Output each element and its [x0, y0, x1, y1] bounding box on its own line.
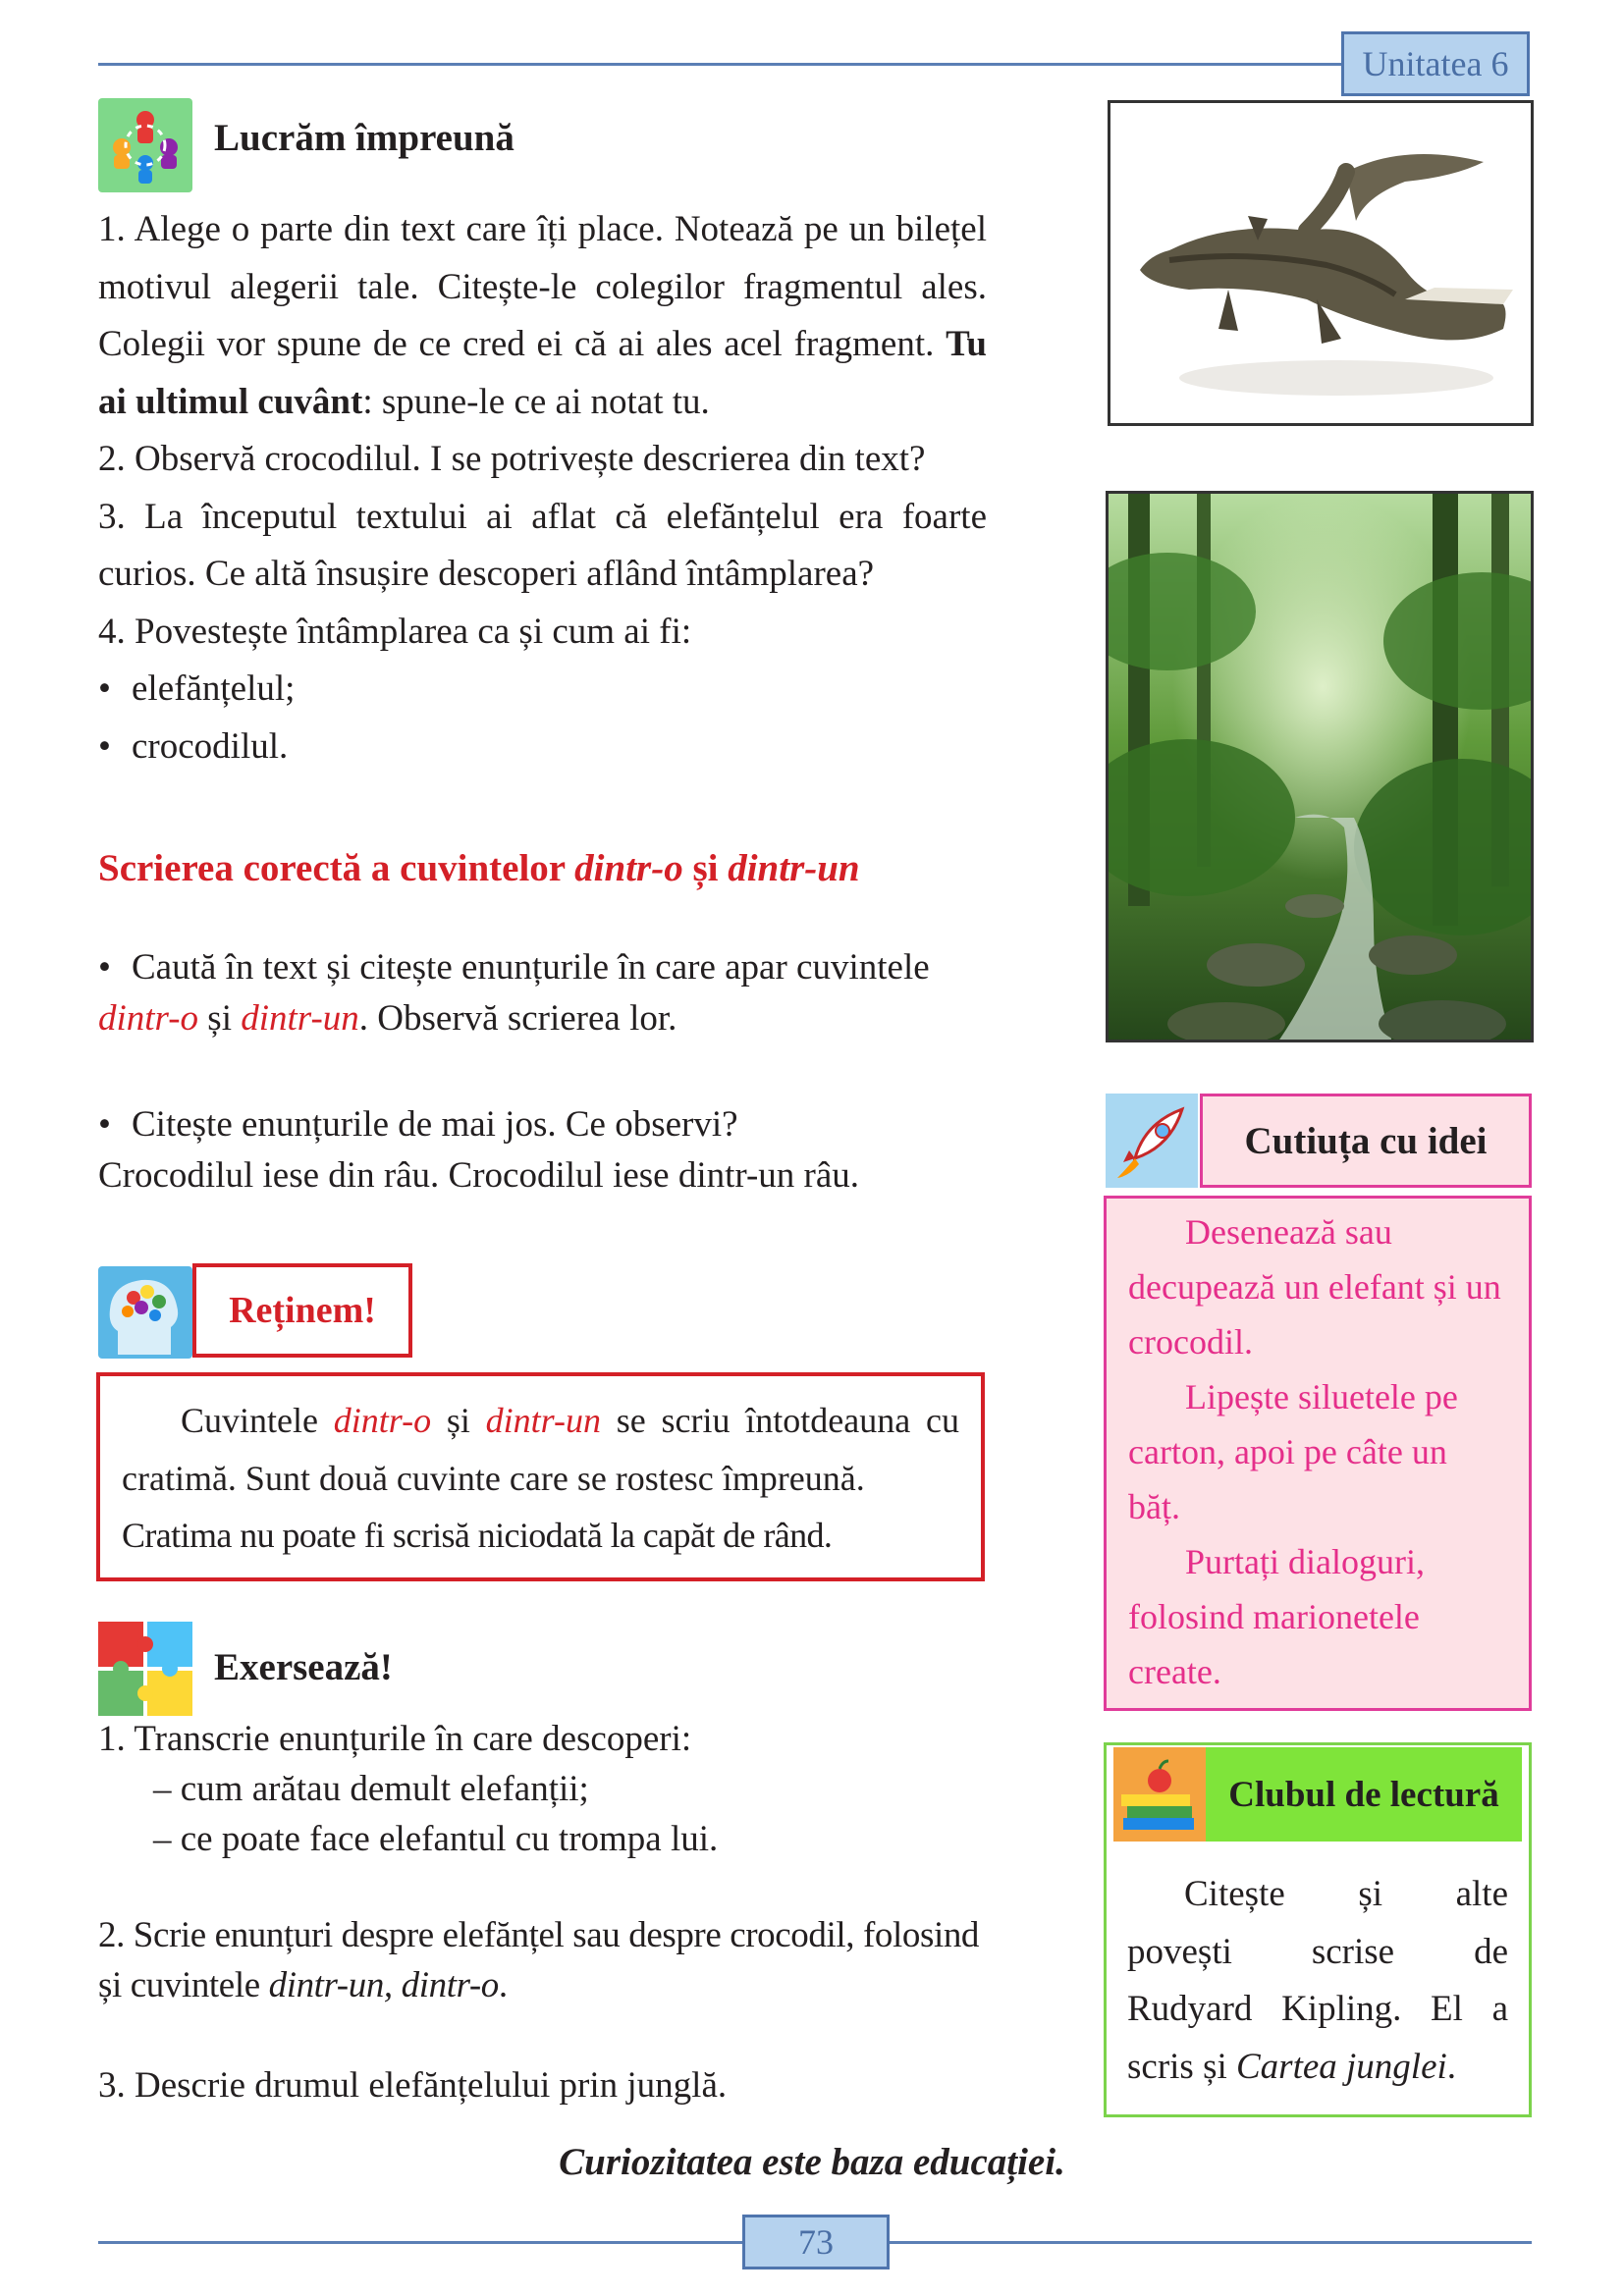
clubul-text: Citește și alte povești scrise de Rudyard Kipling. El a scris și Cartea junglei. [1127, 1874, 1508, 2087]
puzzle-icon [98, 1622, 192, 1716]
lucram-bullet: • elefănțelul; [98, 668, 296, 709]
footer-rule-left [98, 2241, 742, 2244]
lucram-q1: 1. Alege o parte din text care îți place. Notează pe un bilețel motivul alegerii tale. Citește-le colegilor fragmentul ales. Colegii vor spune de ce cred ei că ai ales acel fragment. Tu ai ultimul cuvânt: spune-le ce ai notat tu. [98, 209, 987, 422]
lucram-q3: 3. La începutul textului ai aflat că elefănțelul era foarte curios. Ce altă însușire descoperi aflând întâmplarea? [98, 496, 987, 594]
unit-badge: Unitatea 6 [1341, 31, 1530, 96]
teamwork-icon [98, 98, 192, 192]
scrierea-bullet-2: • Citește enunțurile de mai jos. Ce observi? Crocodilul iese din râu. Crocodilul iese dintr-un râu. [98, 1099, 987, 1201]
retinem-text-2: Cratima nu poate fi scrisă niciodată la capăt de rând. [122, 1516, 833, 1555]
exerseaza-item: – ce poate face elefantul cu trompa lui. [153, 1819, 719, 1859]
exerseaza-item: – cum arătau demult elefanții; [153, 1769, 589, 1809]
crocodile-photo [1108, 100, 1534, 426]
retinem-text: Cuvintele dintr-o și dintr-un se scriu întotdeauna cu cratimă. Sunt două cuvinte care se rostesc împreună. [122, 1401, 960, 1498]
scrierea-examples: Crocodilul iese din râu. Crocodilul iese dintr-un râu. [98, 1155, 860, 1196]
cutiuta-box [1104, 1196, 1532, 1711]
header-rule [98, 63, 1343, 66]
exerseaza-q2: 2. Scrie enunțuri despre elefănțel sau despre crocodil, folosind și cuvintele dintr-un, dintr-o. [98, 1915, 980, 2005]
lucram-q2: 2. Observă crocodilul. I se potrivește descrierea din text? [98, 439, 926, 479]
retinem-label: Reținem! [192, 1263, 412, 1358]
lucram-title: Lucrăm împreună [214, 117, 514, 159]
page-number: 73 [742, 2215, 890, 2269]
exerseaza-q3: 3. Descrie drumul elefănțelului prin junglă. [98, 2065, 728, 2106]
lucram-q4: 4. Povestește întâmplarea ca și cum ai fi: [98, 611, 692, 652]
brain-head-icon [98, 1266, 192, 1359]
cutiuta-p3: Purtați dialoguri, folosind marionetele create. [1128, 1542, 1425, 1691]
scrierea-bullet-1: • Caută în text și citește enunțurile în care apar cuvintele dintr-o și dintr-un. Observă scrierea lor. [98, 947, 930, 1039]
exerseaza-q1: 1. Transcrie enunțurile în care descoperi: – cum arătau demult elefanții; – ce poate face elefantul cu trompa lui. [98, 1714, 987, 1864]
books-apple-icon [1113, 1747, 1206, 1842]
jungle-photo [1106, 491, 1534, 1042]
lucram-bullet: • crocodilul. [98, 725, 289, 767]
clubul-title: Clubul de lectură [1206, 1747, 1522, 1842]
lucram-text [98, 201, 987, 775]
footer-rule-right [890, 2241, 1532, 2244]
cutiuta-p1: Desenează sau decupează un elefant și un crocodil. [1128, 1212, 1501, 1362]
cutiuta-p2: Lipește siluetele pe carton, apoi pe câte un băț. [1128, 1377, 1458, 1526]
cutiuta-title: Cutiuța cu idei [1200, 1094, 1532, 1188]
motto: Curiozitatea este baza educației. [559, 2141, 1065, 2183]
scrierea-title: Scrierea corectă a cuvintelor dintr-o și dintr-un [98, 847, 860, 889]
retinem-box [96, 1372, 985, 1581]
rocket-icon [1106, 1094, 1198, 1188]
exerseaza-title: Exersează! [214, 1646, 393, 1688]
